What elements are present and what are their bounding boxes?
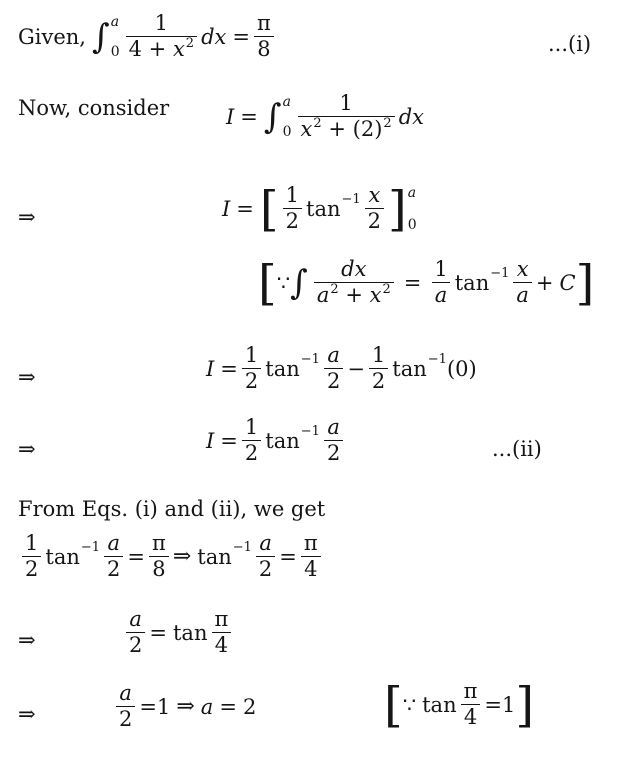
definite-integral <box>92 14 120 60</box>
because-symbol: ∵ <box>402 692 417 717</box>
final-result: $\frac{a}{2}$ = 1 ⇒ a = 2 <box>112 682 256 731</box>
integral-sign-icon: ∫ <box>263 96 282 137</box>
combined-equation: $\frac{1}{2}$ tan −1 $\frac{a}{2}$ = $\frac{\pi}{8}$ ⇒ tan −1 $\frac{a}{2}$ = $\frac{\pi}{4}$ <box>18 532 325 581</box>
implies-arrow: ⇒ <box>18 702 36 726</box>
pi-over-8: $\frac{\pi}{8}$ <box>254 12 274 61</box>
given-label: Given, <box>18 24 86 49</box>
integral-sign-icon: ∫ <box>91 16 110 57</box>
definite-integral: ∫ a 0 <box>263 93 292 140</box>
antiderivative-step: I = [ $\frac{1}{2}$ tan −1 $\frac{x}{2}$ ] a 0 <box>222 180 417 237</box>
implies-arrow: ⇒ <box>18 365 36 389</box>
integrand-fraction: $\frac{1}{x^2 + (2)^2}$ <box>298 92 395 141</box>
implies-arrow: ⇒ <box>172 544 192 570</box>
equation-tag-ii: ...(ii) <box>492 437 542 461</box>
integral-I-definition: I = ∫ a 0 $\frac{1}{x^2 + (2)^2}$ dx <box>226 91 424 142</box>
consider-equation <box>18 96 169 120</box>
denominator: $4 + x^2$ <box>126 36 197 61</box>
standard-formula-note: [ ∵ ∫ $\frac{dx}{a^2 + x^2}$ = $\frac{1}{a}$ tan −1 $\frac{x}{a}$ + C ] <box>258 254 595 311</box>
a-over-2-step: $\frac{a}{2}$ = tan $\frac{\pi}{4}$ <box>122 608 235 657</box>
numerator: 1 <box>154 11 169 35</box>
implies-arrow: ⇒ <box>18 205 36 229</box>
upper-limit: a <box>110 13 120 30</box>
evaluated-limits-step: I = $\frac{1}{2}$ tan −1 $\frac{a}{2}$ − $\frac{1}{2}$ tan −1 (0) <box>206 343 477 394</box>
because-symbol: ∵ <box>276 270 291 295</box>
from-eqs-text: From Eqs. (i) and (ii), we get <box>18 497 326 521</box>
tan-pi-over-4-note: [ ∵ tan $\frac{\pi}{4}$ = 1 ] <box>384 676 535 733</box>
integral-sign-icon: ∫ <box>290 262 308 303</box>
implies-arrow: ⇒ <box>18 437 36 461</box>
implies-arrow: ⇒ <box>18 628 36 652</box>
equation-tag-i: ...(i) <box>548 32 592 56</box>
lower-limit: 0 <box>110 43 120 60</box>
now-consider-label: Now, consider <box>18 96 170 120</box>
left-bracket: [ <box>259 180 279 237</box>
right-bracket: ] <box>388 180 407 237</box>
equals-sign: = <box>232 24 250 49</box>
simplified-I-step: I = $\frac{1}{2}$ tan −1 $\frac{a}{2}$ <box>206 416 347 465</box>
differential: dx <box>201 24 227 49</box>
integrand-fraction <box>126 12 197 61</box>
given-equation <box>18 12 278 61</box>
implies-arrow: ⇒ <box>176 694 195 720</box>
